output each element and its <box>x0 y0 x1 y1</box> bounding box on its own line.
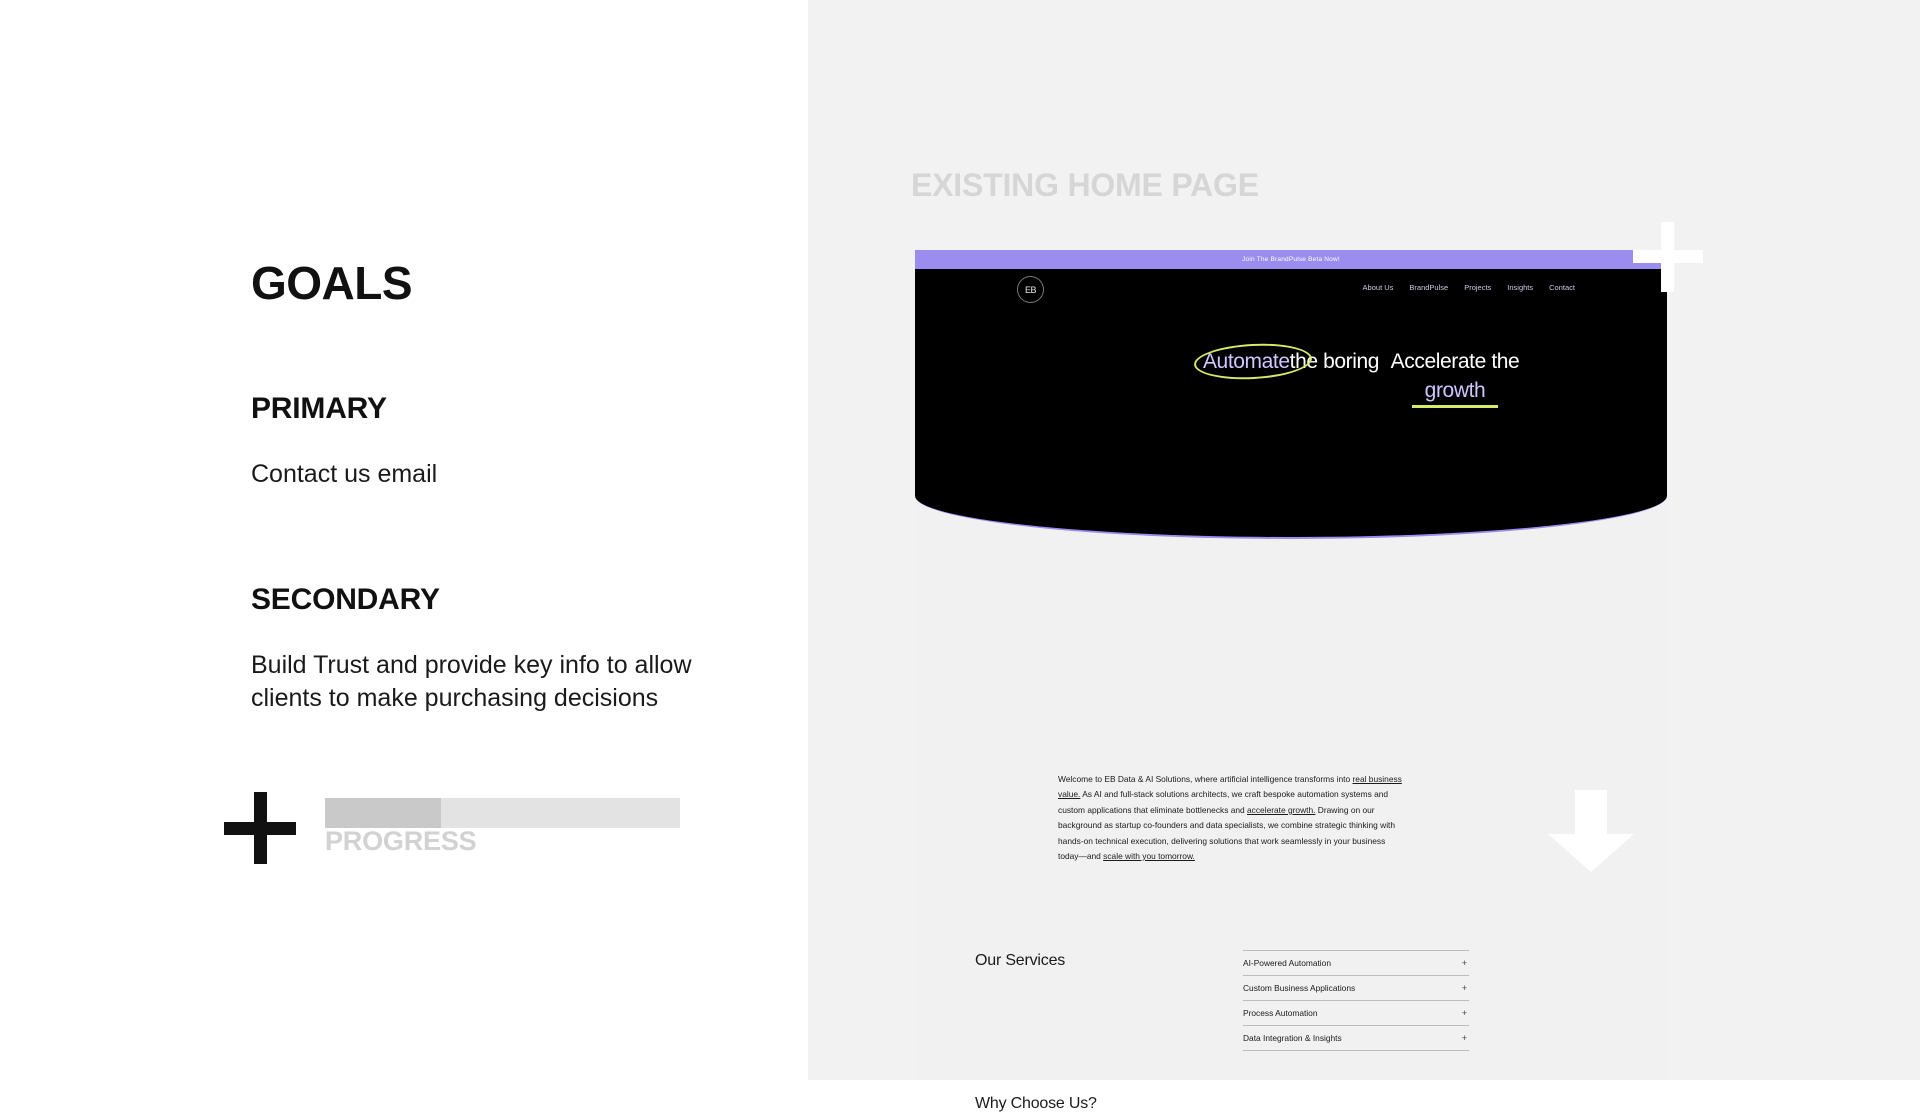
nav-item-contact[interactable]: Contact <box>1549 283 1575 292</box>
why-choose-us-heading: Why Choose Us? <box>975 1095 1097 1112</box>
expand-icon[interactable]: + <box>1461 958 1467 968</box>
hero-right-top-text: Accelerate the <box>1390 350 1520 373</box>
services-accordion <box>1243 950 1469 1051</box>
logo-icon[interactable]: EB <box>1017 276 1044 303</box>
secondary-body: Build Trust and provide key info to allow clients to make purchasing decisions <box>251 651 692 713</box>
para-link-1[interactable]: real business value. <box>1058 774 1402 800</box>
progress-label: PROGRESS <box>325 826 477 856</box>
website-screenshot-mock <box>915 250 1667 1112</box>
nav-item-insights[interactable]: Insights <box>1507 283 1534 292</box>
hero-highlight-word: Automate <box>1202 350 1290 373</box>
expand-icon[interactable]: + <box>1461 983 1467 993</box>
service-label: Custom Business Applications <box>1243 983 1356 993</box>
secondary-heading: SECONDARY <box>251 583 440 616</box>
hero-rest-text: the boring <box>1289 350 1380 373</box>
para-part-1: Welcome to EB Data & AI Solutions, where artificial intelligence transforms into <box>1058 774 1353 784</box>
existing-home-page-panel <box>808 0 1920 1112</box>
nav-item-about-us[interactable]: About Us <box>1362 283 1394 292</box>
nav-item-projects[interactable]: Projects <box>1464 283 1492 292</box>
intro-paragraph <box>1058 772 1403 864</box>
para-link-3[interactable]: scale with you tomorrow. <box>1103 850 1195 861</box>
service-label: AI-Powered Automation <box>1243 958 1331 968</box>
goals-panel <box>0 0 808 1080</box>
hero-right-highlight: growth <box>1412 379 1498 408</box>
service-label: Data Integration & Insights <box>1243 1033 1342 1043</box>
section-label: EXISTING HOME PAGE <box>911 167 1259 203</box>
service-row[interactable] <box>1243 1000 1469 1025</box>
plus-icon <box>1633 222 1703 292</box>
service-row[interactable] <box>1243 1025 1469 1051</box>
down-arrow-icon <box>1548 790 1634 870</box>
primary-heading: PRIMARY <box>251 392 387 425</box>
progress-bar-fill <box>325 798 441 828</box>
announcement-bar[interactable]: Join The BrandPulse Beta Now! <box>915 250 1667 269</box>
plus-icon <box>224 792 296 864</box>
nav-item-brandpulse[interactable]: BrandPulse <box>1409 283 1449 292</box>
expand-icon[interactable]: + <box>1461 1008 1467 1018</box>
service-row[interactable] <box>1243 950 1469 975</box>
para-link-2[interactable]: accelerate growth. <box>1247 804 1316 815</box>
page-title: GOALS <box>251 257 413 309</box>
service-row[interactable] <box>1243 975 1469 1000</box>
para-part-2: As AI and full-stack solutions architects, we craft bespoke automation systems and custom applications that eliminate bottlenecks and <box>1058 789 1389 815</box>
progress-bar <box>325 798 680 828</box>
site-nav[interactable] <box>1363 283 1575 292</box>
expand-icon[interactable]: + <box>1461 1033 1467 1043</box>
para-part-3: Drawing on our background as startup co-founders and data specialists, we combine strategic thinking with hands-on technical execution, delivering solutions that work seamlessly in your business today—and <box>1058 804 1396 861</box>
service-label: Process Automation <box>1243 1008 1318 1018</box>
services-heading: Our Services <box>975 952 1066 969</box>
hero-headline-right <box>1305 350 1605 408</box>
primary-body: Contact us email <box>251 460 438 488</box>
